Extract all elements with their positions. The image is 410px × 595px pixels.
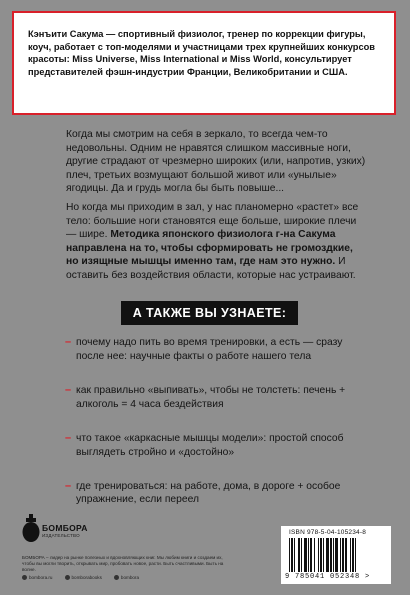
author-bio-box (12, 11, 396, 115)
list-item-text: что такое «каркасные мышцы модели»: простой способ выглядеть стройно и «достойно» (76, 433, 344, 458)
list-item (65, 384, 365, 411)
list-item (65, 480, 365, 507)
author-bio: Кэнъити Сакума — спортивный физиолог, тренер по коррекции фигуры, коуч, работает с топ-моделями и участницами трех крупнейших конкурсов красоты: Miss Universe, Miss International и Miss World, консультирует представителей фэшн-индустрии Франции, Великобритании и США. (28, 29, 376, 77)
learn-section-title: А ТАКЖЕ ВЫ УЗНАЕТЕ: (121, 301, 298, 325)
barcode-bar (355, 538, 356, 572)
barcode-bar (289, 538, 290, 572)
method-paragraph-end: И оставить без воздействия области, которые нас устраивают. (66, 256, 356, 281)
barcode-box (281, 526, 391, 584)
barcode-bar (301, 538, 302, 572)
list-item-text: почему надо пить во время тренировки, а есть — сразу после нее: научные факты о работе нашего тела (76, 337, 343, 362)
isbn-label: ISBN 978-5-04-105234-8 (289, 529, 367, 536)
bullet-dash-icon: – (65, 432, 72, 445)
list-item-text: как правильно «выпивать», чтобы не толстеть: печень + алкоголь = 4 часа бездействия (76, 385, 346, 410)
barcode-bar (350, 538, 351, 572)
barcode-bar (342, 538, 344, 572)
barcode-bar (298, 538, 300, 572)
globe-icon (22, 575, 27, 580)
ean-digits: 9 785041 052348 > (285, 573, 371, 581)
learn-list (65, 336, 365, 507)
barcode-bar (323, 538, 324, 572)
barcode-bar (340, 538, 341, 572)
social-icon (114, 575, 119, 580)
social-link-site[interactable]: bombora.ru (22, 575, 53, 580)
barcode-bar (330, 538, 332, 572)
barcode-bar (304, 538, 307, 572)
publisher-subtitle: ИЗДАТЕЛЬСТВО (42, 533, 80, 538)
social-links (22, 575, 242, 580)
bullet-dash-icon: – (65, 479, 72, 492)
method-paragraph-start: Но когда мы приходим в зал, у нас планомерно «растет» все тело: большие ноги становятся еще больше, широкие плечи — шире. (66, 202, 359, 241)
intro-paragraph: Когда мы смотрим на себя в зеркало, то всегда чем-то недовольны. Одним не нравятся слишком массивные ноги, другие страдают от чрезмерно широких (или, напротив, узких) плеч, третьих возмущают большой живот или «унылые» ягодицы. Да и грудь могла бы быть повыше... (66, 129, 366, 195)
list-item-text: где тренироваться: на работе, дома, в дороге + особое упражнение, если переел (76, 480, 341, 506)
bomb-icon (22, 514, 40, 544)
social-link-handle[interactable]: bombora (114, 575, 139, 580)
bullet-dash-icon: – (65, 384, 72, 397)
list-item (65, 432, 365, 459)
barcode-bar (333, 538, 334, 572)
method-paragraph-bold: Методика японского физиолога г-на Сакума направлена на то, чтобы сформировать не громоздкие, но изящные мышцы именно там, где нам это нужно. (66, 229, 353, 268)
method-paragraph (66, 201, 366, 283)
barcode-bar (345, 538, 347, 572)
barcode-bar (308, 538, 309, 572)
social-icon (65, 575, 70, 580)
publisher-description: БОМБОРА – лидер на рынке полезных и вдохновляющих книг. Мы любим книги и создаем их, чтобы вы могли творить, открывать мир, пробовать новое, расти. Быть счастливыми. Быть на волне. (22, 555, 224, 572)
list-item (65, 336, 365, 363)
barcode-bar (291, 538, 293, 572)
barcode-bar (314, 538, 315, 572)
barcode-bar (294, 538, 295, 572)
publisher-name: БОМБОРА (42, 523, 88, 533)
barcode-bar (326, 538, 329, 572)
barcode-bar (352, 538, 354, 572)
barcode-bar (310, 538, 312, 572)
social-link-books[interactable]: bomborabooks (65, 575, 102, 580)
bullet-dash-icon: – (65, 336, 72, 348)
publisher-logo (22, 510, 112, 550)
barcode-icon (289, 538, 383, 572)
barcode-bar (335, 538, 338, 572)
barcode-bar (318, 538, 319, 572)
barcode-bar (320, 538, 322, 572)
